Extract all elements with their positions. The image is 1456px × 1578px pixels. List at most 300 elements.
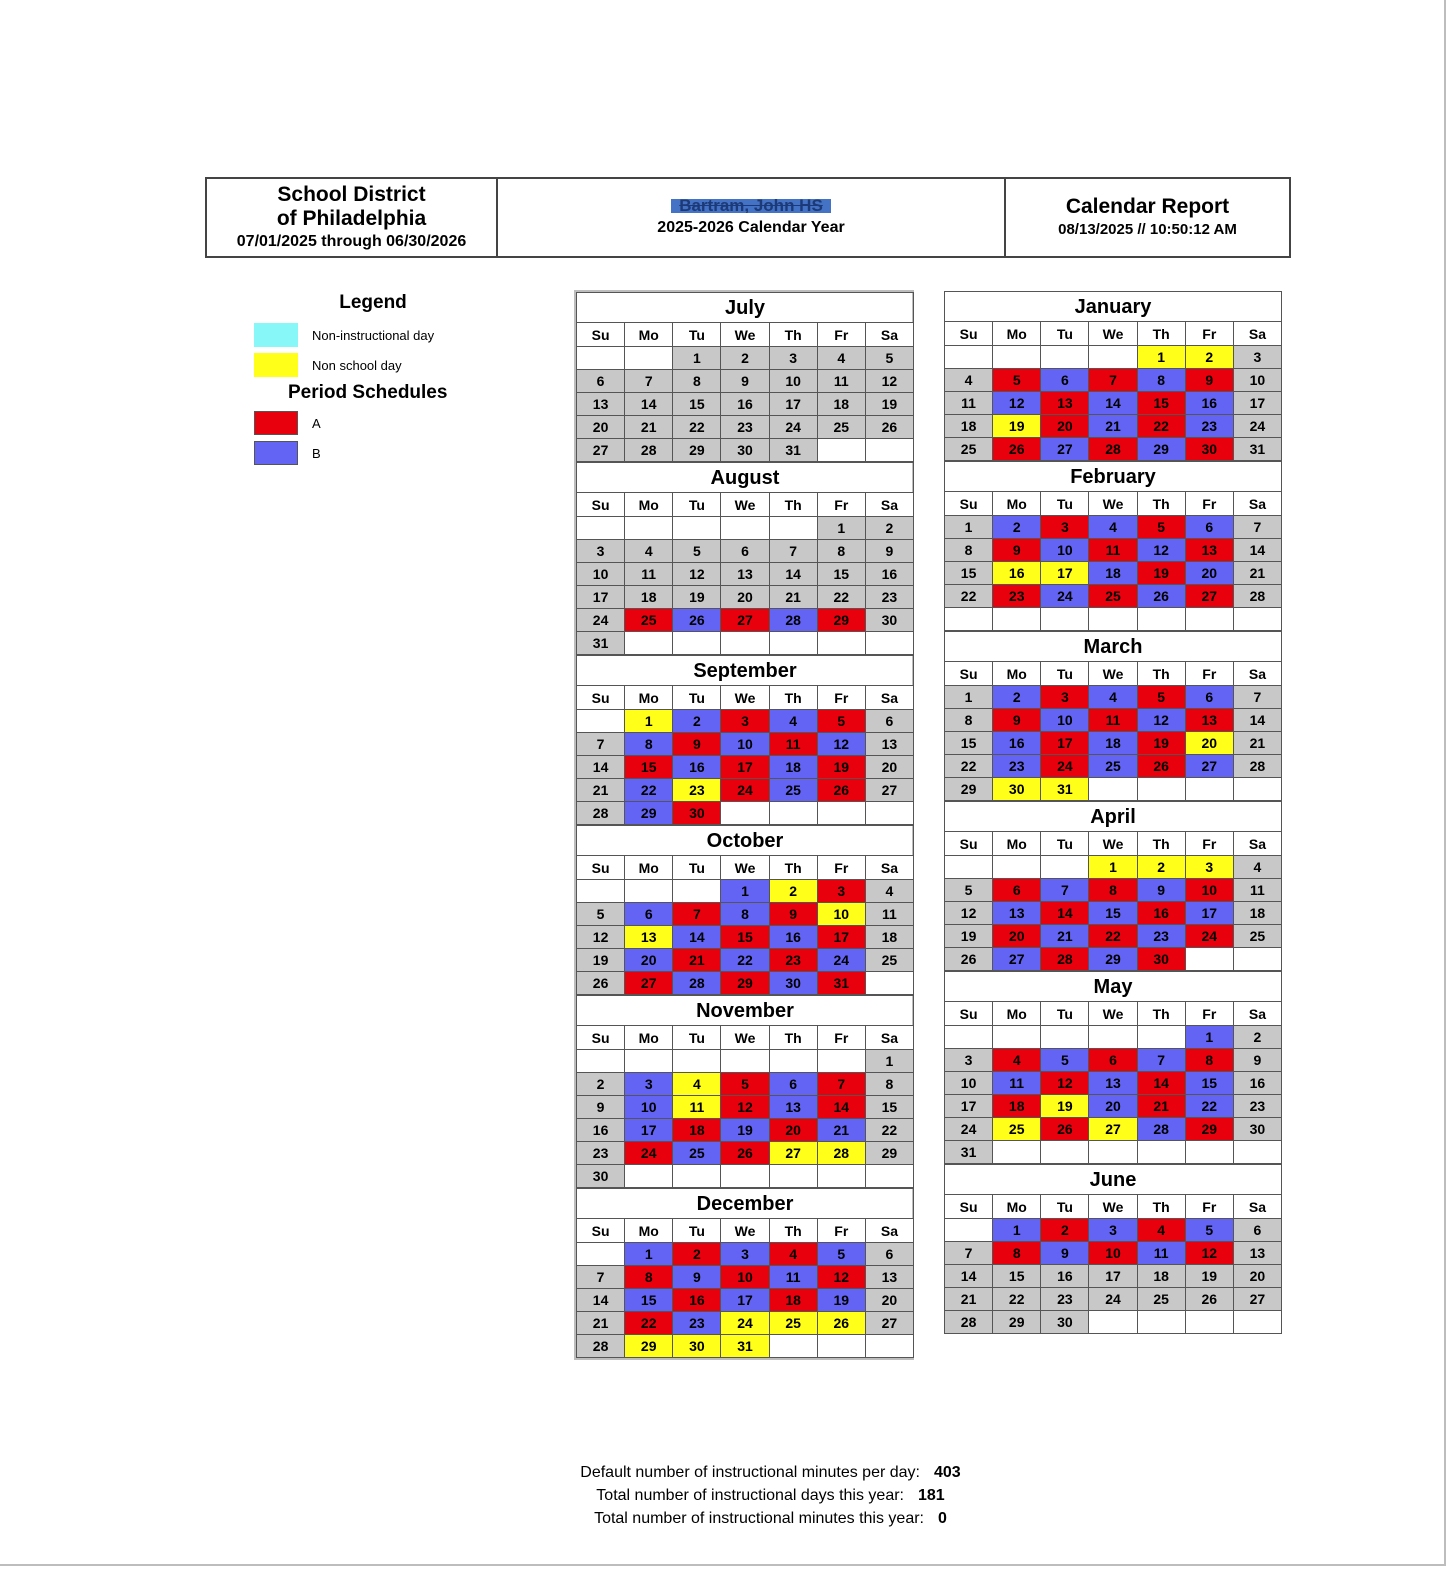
day-cell: 27 xyxy=(865,779,913,802)
day-cell: 26 xyxy=(577,972,625,995)
day-cell: 15 xyxy=(945,732,993,755)
day-cell: 28 xyxy=(577,802,625,825)
day-cell: 2 xyxy=(673,1243,721,1266)
day-cell: 13 xyxy=(1089,1072,1137,1095)
day-header: Tu xyxy=(1041,492,1089,516)
day-cell: 8 xyxy=(673,370,721,393)
empty-day-cell xyxy=(673,1165,721,1188)
day-cell: 2 xyxy=(577,1073,625,1096)
day-cell: 21 xyxy=(817,1119,865,1142)
empty-day-cell xyxy=(1233,948,1281,971)
day-cell: 14 xyxy=(1137,1072,1185,1095)
day-cell: 22 xyxy=(817,586,865,609)
empty-day-cell xyxy=(865,802,913,825)
day-cell: 26 xyxy=(1041,1118,1089,1141)
day-cell: 26 xyxy=(721,1142,769,1165)
day-cell: 30 xyxy=(721,439,769,462)
day-cell: 4 xyxy=(945,369,993,392)
calendar-column-left xyxy=(574,290,914,1360)
day-cell: 11 xyxy=(1137,1242,1185,1265)
totals-row xyxy=(520,1507,1020,1530)
day-cell: 18 xyxy=(1137,1265,1185,1288)
day-header: Mo xyxy=(993,662,1041,686)
day-cell: 4 xyxy=(1137,1219,1185,1242)
day-header: Sa xyxy=(865,1219,913,1243)
day-cell: 9 xyxy=(1185,369,1233,392)
empty-day-cell xyxy=(721,1050,769,1073)
day-cell: 20 xyxy=(1089,1095,1137,1118)
day-header: Th xyxy=(1137,492,1185,516)
day-cell: 14 xyxy=(1041,902,1089,925)
day-cell: 31 xyxy=(721,1335,769,1358)
day-cell: 13 xyxy=(769,1096,817,1119)
day-cell: 24 xyxy=(577,609,625,632)
day-header: Tu xyxy=(673,856,721,880)
day-cell: 29 xyxy=(1185,1118,1233,1141)
day-cell: 24 xyxy=(721,1312,769,1335)
day-cell: 14 xyxy=(769,563,817,586)
day-cell: 29 xyxy=(1089,948,1137,971)
day-cell: 9 xyxy=(1233,1049,1281,1072)
day-cell: 29 xyxy=(625,802,673,825)
day-cell: 6 xyxy=(721,540,769,563)
month-grid xyxy=(576,492,914,655)
empty-day-cell xyxy=(1089,778,1137,801)
day-cell: 4 xyxy=(673,1073,721,1096)
day-cell: 11 xyxy=(769,1266,817,1289)
month-march xyxy=(944,631,1282,801)
day-cell: 21 xyxy=(1089,415,1137,438)
day-cell: 28 xyxy=(817,1142,865,1165)
day-cell: 15 xyxy=(817,563,865,586)
period-b-swatch xyxy=(254,441,298,465)
day-header: Mo xyxy=(625,493,673,517)
day-cell: 11 xyxy=(1233,879,1281,902)
empty-day-cell xyxy=(625,517,673,540)
day-cell: 7 xyxy=(1233,516,1281,539)
day-cell: 31 xyxy=(769,439,817,462)
day-cell: 4 xyxy=(993,1049,1041,1072)
empty-day-cell xyxy=(945,608,993,631)
day-cell: 25 xyxy=(625,609,673,632)
day-cell: 30 xyxy=(993,778,1041,801)
day-header: We xyxy=(721,856,769,880)
empty-day-cell xyxy=(1089,608,1137,631)
day-cell: 24 xyxy=(1233,415,1281,438)
empty-day-cell xyxy=(1089,1311,1137,1334)
day-cell: 28 xyxy=(577,1335,625,1358)
day-cell: 1 xyxy=(945,516,993,539)
day-header: Th xyxy=(769,1219,817,1243)
day-cell: 26 xyxy=(865,416,913,439)
day-cell: 27 xyxy=(1185,585,1233,608)
school-name-redacted: Bartram, John HS xyxy=(671,199,831,213)
day-header: Mo xyxy=(625,1219,673,1243)
day-cell: 17 xyxy=(1041,732,1089,755)
empty-day-cell xyxy=(1041,346,1089,369)
day-cell: 19 xyxy=(577,949,625,972)
day-cell: 17 xyxy=(769,393,817,416)
day-header: Fr xyxy=(817,493,865,517)
day-cell: 21 xyxy=(577,1312,625,1335)
month-february xyxy=(944,461,1282,631)
month-grid xyxy=(576,1218,914,1358)
day-cell: 14 xyxy=(1089,392,1137,415)
day-cell: 5 xyxy=(1137,516,1185,539)
day-cell: 23 xyxy=(865,586,913,609)
day-cell: 25 xyxy=(769,779,817,802)
day-cell: 23 xyxy=(1233,1095,1281,1118)
day-cell: 22 xyxy=(865,1119,913,1142)
day-cell: 1 xyxy=(817,517,865,540)
day-header: Mo xyxy=(625,686,673,710)
day-cell: 15 xyxy=(721,926,769,949)
day-cell: 8 xyxy=(945,539,993,562)
day-cell: 6 xyxy=(1233,1219,1281,1242)
day-cell: 7 xyxy=(577,1266,625,1289)
day-cell: 12 xyxy=(865,370,913,393)
day-cell: 9 xyxy=(577,1096,625,1119)
legend-item-period-a xyxy=(250,408,500,438)
day-cell: 1 xyxy=(993,1219,1041,1242)
day-cell: 18 xyxy=(993,1095,1041,1118)
day-cell: 2 xyxy=(993,686,1041,709)
instructional-minutes-year-value: 0 xyxy=(938,1510,947,1527)
day-cell: 29 xyxy=(945,778,993,801)
day-cell: 22 xyxy=(1137,415,1185,438)
day-cell: 3 xyxy=(577,540,625,563)
empty-day-cell xyxy=(1041,608,1089,631)
empty-day-cell xyxy=(673,632,721,655)
month-title: November xyxy=(576,995,914,1025)
day-cell: 13 xyxy=(1185,709,1233,732)
day-cell: 14 xyxy=(577,1289,625,1312)
day-cell: 1 xyxy=(1185,1026,1233,1049)
day-cell: 25 xyxy=(817,416,865,439)
empty-day-cell xyxy=(1185,608,1233,631)
day-cell: 22 xyxy=(945,585,993,608)
month-title: May xyxy=(944,971,1282,1001)
day-cell: 28 xyxy=(769,609,817,632)
day-cell: 8 xyxy=(1089,879,1137,902)
day-cell: 14 xyxy=(577,756,625,779)
day-cell: 13 xyxy=(1233,1242,1281,1265)
day-header: Sa xyxy=(1233,322,1281,346)
empty-day-cell xyxy=(625,347,673,370)
day-header: Tu xyxy=(1041,322,1089,346)
empty-day-cell xyxy=(1185,1311,1233,1334)
day-cell: 5 xyxy=(721,1073,769,1096)
day-cell: 28 xyxy=(945,1311,993,1334)
day-cell: 16 xyxy=(1137,902,1185,925)
empty-day-cell xyxy=(817,632,865,655)
day-cell: 20 xyxy=(721,586,769,609)
day-header: Su xyxy=(945,662,993,686)
day-cell: 13 xyxy=(865,1266,913,1289)
day-header: Sa xyxy=(865,493,913,517)
day-header: Sa xyxy=(1233,492,1281,516)
day-cell: 10 xyxy=(1089,1242,1137,1265)
day-cell: 3 xyxy=(721,710,769,733)
day-header: Fr xyxy=(1185,832,1233,856)
day-cell: 5 xyxy=(945,879,993,902)
day-header: Fr xyxy=(1185,662,1233,686)
day-cell: 7 xyxy=(673,903,721,926)
day-header: Tu xyxy=(673,323,721,347)
month-grid xyxy=(944,321,1282,461)
day-cell: 17 xyxy=(1089,1265,1137,1288)
legend-item-period-b xyxy=(250,438,500,468)
day-cell: 5 xyxy=(865,347,913,370)
day-cell: 20 xyxy=(993,925,1041,948)
day-cell: 13 xyxy=(1185,539,1233,562)
day-header: Sa xyxy=(865,323,913,347)
day-header: Tu xyxy=(1041,662,1089,686)
empty-day-cell xyxy=(1041,1026,1089,1049)
day-cell: 18 xyxy=(865,926,913,949)
day-header: Mo xyxy=(625,856,673,880)
day-header: Sa xyxy=(1233,662,1281,686)
day-header: Th xyxy=(769,1026,817,1050)
report-cell xyxy=(1006,179,1289,256)
minutes-per-day-value: 403 xyxy=(934,1464,961,1481)
day-header: Fr xyxy=(817,1026,865,1050)
day-cell: 12 xyxy=(817,1266,865,1289)
day-cell: 22 xyxy=(625,1312,673,1335)
day-cell: 2 xyxy=(993,516,1041,539)
day-cell: 21 xyxy=(673,949,721,972)
calendar-column-right xyxy=(944,291,1282,1334)
day-cell: 11 xyxy=(769,733,817,756)
day-cell: 21 xyxy=(945,1288,993,1311)
empty-day-cell xyxy=(625,1165,673,1188)
empty-day-cell xyxy=(1041,856,1089,879)
day-cell: 7 xyxy=(945,1242,993,1265)
day-cell: 28 xyxy=(1137,1118,1185,1141)
day-cell: 4 xyxy=(1089,516,1137,539)
day-cell: 12 xyxy=(945,902,993,925)
month-october xyxy=(576,825,914,995)
day-cell: 5 xyxy=(817,1243,865,1266)
empty-day-cell xyxy=(1089,1141,1137,1164)
day-header: Th xyxy=(1137,662,1185,686)
empty-day-cell xyxy=(577,347,625,370)
day-cell: 14 xyxy=(673,926,721,949)
empty-day-cell xyxy=(1137,1141,1185,1164)
day-cell: 15 xyxy=(1089,902,1137,925)
legend-item-non-instructional xyxy=(250,320,500,350)
day-cell: 31 xyxy=(577,632,625,655)
month-title: August xyxy=(576,462,914,492)
day-cell: 23 xyxy=(673,1312,721,1335)
day-cell: 18 xyxy=(769,756,817,779)
day-cell: 8 xyxy=(817,540,865,563)
day-cell: 22 xyxy=(721,949,769,972)
day-cell: 19 xyxy=(993,415,1041,438)
empty-day-cell xyxy=(993,856,1041,879)
empty-day-cell xyxy=(993,1141,1041,1164)
day-cell: 19 xyxy=(721,1119,769,1142)
totals-row xyxy=(520,1461,1020,1484)
day-cell: 2 xyxy=(1137,856,1185,879)
empty-day-cell xyxy=(721,517,769,540)
day-cell: 2 xyxy=(769,880,817,903)
day-cell: 2 xyxy=(1185,346,1233,369)
day-cell: 5 xyxy=(1137,686,1185,709)
day-cell: 4 xyxy=(865,880,913,903)
day-header: Su xyxy=(577,493,625,517)
day-cell: 7 xyxy=(625,370,673,393)
empty-day-cell xyxy=(1185,948,1233,971)
day-cell: 28 xyxy=(1089,438,1137,461)
day-cell: 31 xyxy=(1233,438,1281,461)
instructional-minutes-year-label: Total number of instructional minutes this year: xyxy=(594,1510,924,1527)
day-cell: 17 xyxy=(577,586,625,609)
day-cell: 19 xyxy=(673,586,721,609)
day-header: We xyxy=(1089,1195,1137,1219)
empty-day-cell xyxy=(577,1050,625,1073)
month-april xyxy=(944,801,1282,971)
day-cell: 19 xyxy=(817,1289,865,1312)
legend xyxy=(250,292,500,468)
day-cell: 8 xyxy=(625,1266,673,1289)
day-cell: 19 xyxy=(1137,562,1185,585)
day-cell: 13 xyxy=(865,733,913,756)
day-cell: 10 xyxy=(625,1096,673,1119)
day-header: We xyxy=(1089,1002,1137,1026)
day-cell: 1 xyxy=(1137,346,1185,369)
day-cell: 3 xyxy=(1089,1219,1137,1242)
day-cell: 21 xyxy=(1041,925,1089,948)
day-header: Su xyxy=(945,492,993,516)
day-cell: 3 xyxy=(721,1243,769,1266)
day-cell: 26 xyxy=(817,779,865,802)
day-cell: 12 xyxy=(993,392,1041,415)
day-cell: 8 xyxy=(865,1073,913,1096)
day-cell: 12 xyxy=(1137,709,1185,732)
day-cell: 17 xyxy=(1185,902,1233,925)
day-header: Su xyxy=(945,1195,993,1219)
day-cell: 16 xyxy=(865,563,913,586)
empty-day-cell xyxy=(1089,346,1137,369)
day-cell: 11 xyxy=(945,392,993,415)
day-cell: 3 xyxy=(1233,346,1281,369)
day-cell: 1 xyxy=(721,880,769,903)
day-cell: 12 xyxy=(1137,539,1185,562)
day-cell: 9 xyxy=(1041,1242,1089,1265)
day-cell: 9 xyxy=(993,539,1041,562)
day-cell: 20 xyxy=(1185,562,1233,585)
month-title: February xyxy=(944,461,1282,491)
day-cell: 24 xyxy=(945,1118,993,1141)
day-cell: 6 xyxy=(577,370,625,393)
day-cell: 22 xyxy=(1185,1095,1233,1118)
day-cell: 16 xyxy=(1233,1072,1281,1095)
day-cell: 18 xyxy=(1233,902,1281,925)
day-cell: 17 xyxy=(945,1095,993,1118)
day-cell: 31 xyxy=(1041,778,1089,801)
day-cell: 9 xyxy=(769,903,817,926)
empty-day-cell xyxy=(769,517,817,540)
month-june xyxy=(944,1164,1282,1334)
day-header: Th xyxy=(1137,1195,1185,1219)
empty-day-cell xyxy=(1233,1311,1281,1334)
day-cell: 25 xyxy=(1089,585,1137,608)
day-header: Su xyxy=(945,832,993,856)
day-cell: 10 xyxy=(945,1072,993,1095)
day-cell: 25 xyxy=(1233,925,1281,948)
empty-day-cell xyxy=(769,1050,817,1073)
day-cell: 24 xyxy=(769,416,817,439)
day-cell: 19 xyxy=(1137,732,1185,755)
day-header: We xyxy=(721,1026,769,1050)
day-cell: 19 xyxy=(1041,1095,1089,1118)
day-cell: 13 xyxy=(1041,392,1089,415)
day-cell: 27 xyxy=(993,948,1041,971)
day-cell: 26 xyxy=(1137,585,1185,608)
day-cell: 1 xyxy=(865,1050,913,1073)
day-cell: 29 xyxy=(817,609,865,632)
day-cell: 3 xyxy=(817,880,865,903)
period-a-swatch xyxy=(254,411,298,435)
empty-day-cell xyxy=(625,1050,673,1073)
day-header: Su xyxy=(577,323,625,347)
day-header: Mo xyxy=(993,1002,1041,1026)
month-grid xyxy=(944,661,1282,801)
day-cell: 22 xyxy=(625,779,673,802)
empty-day-cell xyxy=(993,346,1041,369)
day-cell: 15 xyxy=(625,1289,673,1312)
day-cell: 14 xyxy=(817,1096,865,1119)
day-cell: 9 xyxy=(1137,879,1185,902)
day-cell: 18 xyxy=(1089,732,1137,755)
day-cell: 10 xyxy=(769,370,817,393)
totals-summary xyxy=(520,1461,1020,1530)
month-title: March xyxy=(944,631,1282,661)
empty-day-cell xyxy=(865,972,913,995)
day-cell: 30 xyxy=(865,609,913,632)
day-cell: 23 xyxy=(673,779,721,802)
empty-day-cell xyxy=(769,1165,817,1188)
day-header: Sa xyxy=(1233,832,1281,856)
district-name-line1: School District xyxy=(277,182,426,206)
empty-day-cell xyxy=(1089,1026,1137,1049)
day-cell: 15 xyxy=(1137,392,1185,415)
day-cell: 9 xyxy=(993,709,1041,732)
month-title: January xyxy=(944,291,1282,321)
day-cell: 2 xyxy=(1041,1219,1089,1242)
day-cell: 26 xyxy=(673,609,721,632)
day-cell: 23 xyxy=(1137,925,1185,948)
day-cell: 18 xyxy=(945,415,993,438)
day-cell: 20 xyxy=(1185,732,1233,755)
day-cell: 3 xyxy=(945,1049,993,1072)
day-cell: 26 xyxy=(1185,1288,1233,1311)
day-cell: 30 xyxy=(1233,1118,1281,1141)
day-cell: 24 xyxy=(1041,755,1089,778)
empty-day-cell xyxy=(1233,1141,1281,1164)
day-cell: 13 xyxy=(721,563,769,586)
day-cell: 2 xyxy=(673,710,721,733)
day-cell: 22 xyxy=(673,416,721,439)
day-header: Mo xyxy=(625,323,673,347)
day-cell: 27 xyxy=(577,439,625,462)
empty-day-cell xyxy=(817,1335,865,1358)
day-cell: 25 xyxy=(1089,755,1137,778)
empty-day-cell xyxy=(1137,608,1185,631)
month-january xyxy=(944,291,1282,461)
day-header: Sa xyxy=(865,686,913,710)
